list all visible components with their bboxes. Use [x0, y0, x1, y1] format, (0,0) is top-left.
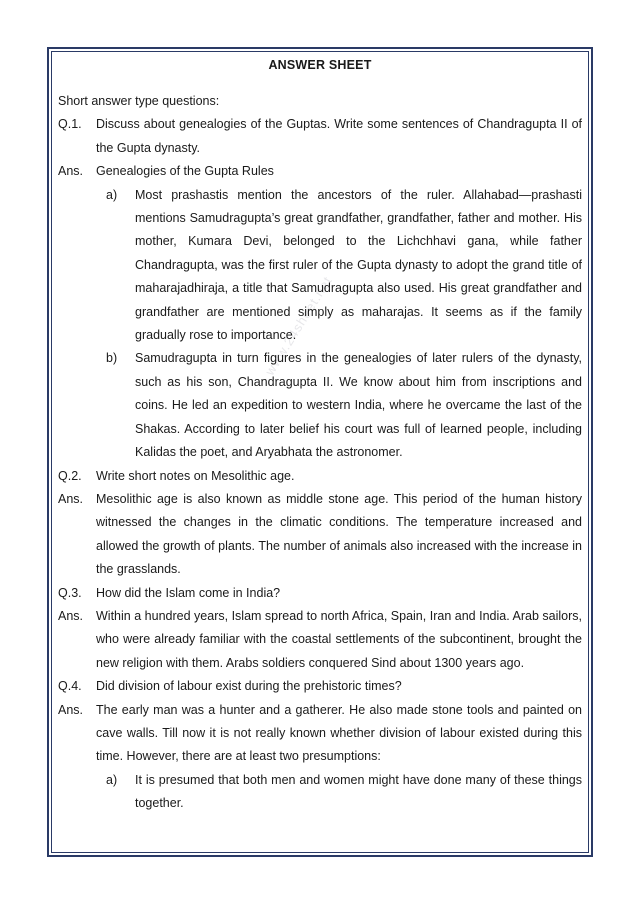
answer-content: [58, 90, 582, 816]
point-text: It is presumed that both men and women might have done many of these things together.: [135, 772, 582, 811]
question-text: How did the Islam come in India?: [96, 585, 281, 600]
question-4: [58, 675, 582, 698]
question-number: Q.3.: [58, 585, 82, 600]
question-text: Discuss about genealogies of the Guptas. Write some sentences of Chandragupta II of the Gupta dynasty.: [96, 117, 582, 155]
answer-label: Ans.: [58, 608, 84, 623]
question-number: Q.1.: [58, 117, 82, 132]
section-intro: Short answer type questions:: [58, 94, 220, 108]
question-1: [58, 113, 582, 160]
answer-1-point-a: [58, 184, 582, 348]
point-letter: a): [106, 187, 118, 202]
answer-4: [58, 699, 582, 769]
answer-label: Ans.: [58, 491, 84, 506]
point-letter: b): [106, 351, 118, 366]
question-2: [58, 465, 582, 488]
answer-label: Ans.: [58, 164, 84, 179]
point-text: Most prashastis mention the ancestors of the ruler. Allahabad—prashasti mentions Samudragupta’s great grandfather, grandfather, father and mother. His mother, Kumara Devi, belonged to the Lichchhavi gana, while father Chandragupta, was the first ruler of the Gupta dynasty to adopt the grand title of maharajadhiraja, a title that Samudragupta also used. His great grandfather and grandfather are mentioned simply as maharajas. It seems as if the family gradually rose to importance.: [135, 187, 582, 343]
question-number: Q.4.: [58, 679, 82, 694]
answer-2: [58, 488, 582, 582]
answer-text: Genealogies of the Gupta Rules: [96, 164, 274, 179]
question-3: [58, 582, 582, 605]
answer-text: The early man was a hunter and a gatherer. He also made stone tools and painted on cave walls. Till now it is not really known whether division of labour existed during this time. However, there are at least two presumptions:: [96, 702, 582, 764]
watermark: www.24sheet.net: [262, 273, 336, 378]
question-text: Write short notes on Mesolithic age.: [96, 468, 295, 483]
answer-text: Mesolithic age is also known as middle stone age. This period of the human history witnessed the changes in the climatic conditions. The temperature increased and allowed the growth of plants. The number of animals also increased with the increase in the grasslands.: [96, 491, 582, 577]
question-text: Did division of labour exist during the prehistoric times?: [96, 679, 402, 694]
page-title: ANSWER SHEET: [268, 58, 372, 72]
answer-1: [58, 160, 582, 183]
question-number: Q.2.: [58, 468, 82, 483]
point-text: Samudragupta in turn figures in the genealogies of later rulers of the dynasty, such as his son, Chandragupta II. We know about him from inscriptions and coins. He led an expedition to western India, where he overcame the last of the Shakas. According to later belief his court was full of learned people, including Kalidas the poet, and Aryabhata the astronomer.: [135, 351, 582, 460]
answer-text: Within a hundred years, Islam spread to north Africa, Spain, Iran and India. Arab sailors, who were already familiar with the coastal settlements of the subcontinent, brought the new religion with them. Arabs soldiers conquered Sind about 1300 years ago.: [96, 608, 582, 670]
answer-label: Ans.: [58, 702, 84, 717]
answer-3: [58, 605, 582, 675]
answer-1-point-b: [58, 347, 582, 464]
answer-4-point-a: [58, 769, 582, 816]
point-letter: a): [106, 772, 118, 787]
